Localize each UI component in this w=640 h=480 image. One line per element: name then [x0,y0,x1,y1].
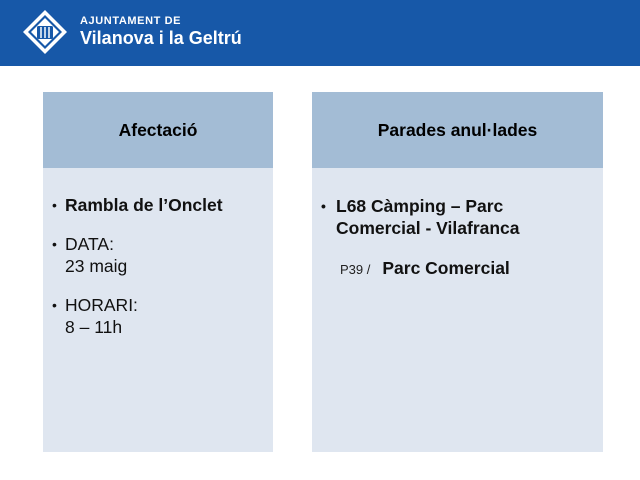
stop-code: P39 / [340,262,371,277]
bullet-icon: • [52,297,57,313]
date-value: 23 maig [65,256,128,276]
cancelled-stops-panel [312,92,603,452]
list-item [43,233,273,277]
cancelled-stops-list [312,168,603,239]
header-bar [0,0,640,66]
org-name-line1: AJUNTAMENT DE [80,15,182,27]
affectation-title: Afectació [43,92,273,168]
street-name: Rambla de l’Onclet [65,195,223,215]
bullet-icon: • [321,198,326,214]
bullet-icon: • [52,236,57,252]
affectation-list [43,168,273,338]
line-route-line1: L68 Càmping – Parc [336,196,504,216]
list-item [43,294,273,338]
city-shield-logo-icon [22,9,68,55]
org-name-line2: Vilanova i la Geltrú [80,28,242,48]
date-label: DATA: [65,234,114,254]
list-item [312,195,603,239]
affectation-panel [43,92,273,452]
cancelled-stops-title: Parades anul·lades [312,92,603,168]
stop-entry [312,258,603,279]
line-route-line2: Comercial - Vilafranca [336,218,520,238]
list-item [43,194,273,216]
stop-name: Parc Comercial [382,258,510,278]
schedule-value: 8 – 11h [65,317,123,337]
schedule-label: HORARI: [65,295,138,315]
bullet-icon: • [52,197,57,213]
